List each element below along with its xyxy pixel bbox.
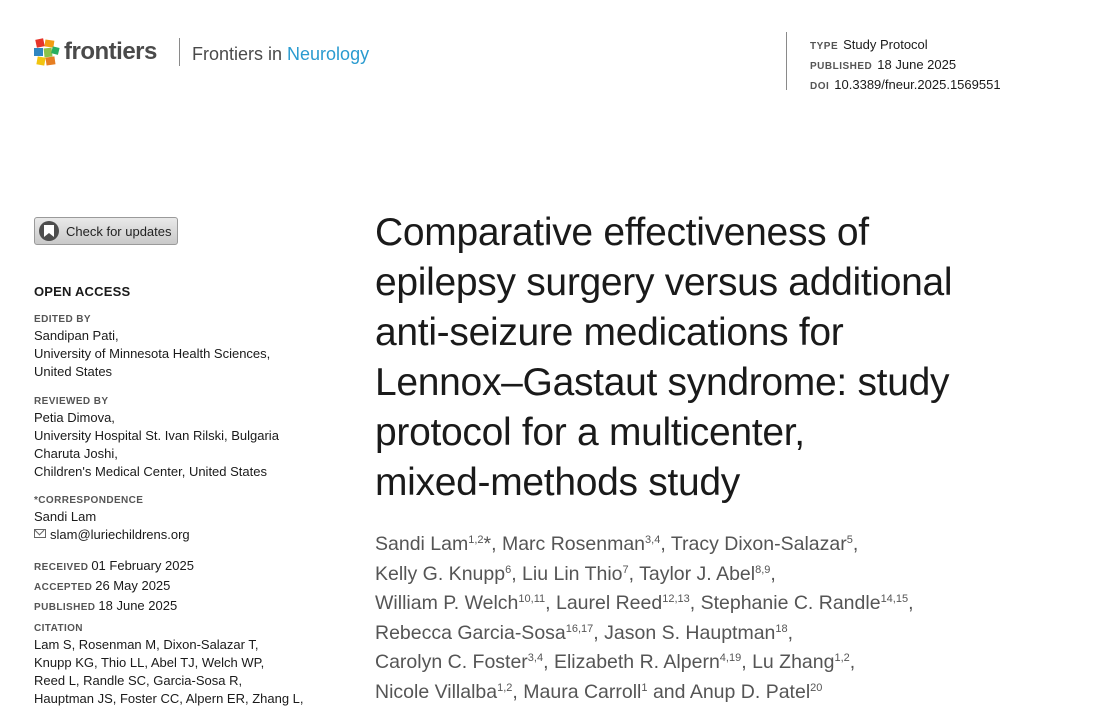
received-label: RECEIVED bbox=[34, 562, 89, 573]
author-name[interactable]: Taylor J. Abel bbox=[639, 562, 756, 585]
title-line: Lennox–Gastaut syndrome: study bbox=[375, 361, 950, 404]
affiliation-sup: 8,9 bbox=[755, 563, 771, 576]
published-value: 18 June 2025 bbox=[877, 57, 957, 72]
journal-name[interactable] bbox=[192, 44, 369, 65]
affiliation-sup: 1,2 bbox=[497, 681, 513, 694]
bookmark-icon bbox=[39, 221, 59, 241]
title-line: mixed-methods study bbox=[375, 461, 740, 504]
edited-by-line: United States bbox=[34, 364, 113, 379]
frontiers-logo-mark-icon bbox=[34, 38, 60, 66]
author-conjunction: and bbox=[652, 680, 686, 703]
published-label: PUBLISHED bbox=[810, 61, 873, 72]
citation-line: Reed L, Randle SC, Garcia-Sosa R, bbox=[34, 673, 243, 688]
author-name[interactable]: Jason S. Hauptman bbox=[604, 621, 776, 644]
citation-label: CITATION bbox=[34, 623, 83, 634]
check-for-updates-label: Check for updates bbox=[66, 223, 172, 239]
author-name[interactable]: Anup D. Patel bbox=[689, 680, 811, 703]
author-name[interactable]: Elizabeth R. Alpern bbox=[553, 651, 720, 673]
author-name[interactable]: Tracy Dixon-Salazar bbox=[670, 533, 847, 555]
doi-link[interactable]: 10.3389/fneur.2025.1569551 bbox=[834, 77, 1001, 92]
affiliation-sup: 3,4 bbox=[645, 534, 661, 546]
correspondence-email-row bbox=[34, 526, 334, 544]
affiliation-sup: 18 bbox=[775, 622, 788, 635]
title-line: Comparative effectiveness of bbox=[375, 211, 869, 254]
author-name[interactable]: Liu Lin Thio bbox=[522, 562, 623, 585]
corresponding-mark: * bbox=[483, 533, 492, 555]
received-value: 01 February 2025 bbox=[91, 558, 194, 573]
check-for-updates-button[interactable] bbox=[34, 217, 178, 245]
dates-section bbox=[34, 557, 334, 617]
author-name[interactable]: Marc Rosenman bbox=[501, 533, 646, 555]
author-name[interactable]: Sandi Lam bbox=[375, 533, 469, 555]
title-line: epilepsy surgery versus additional bbox=[375, 261, 953, 304]
affiliation-sup: 1 bbox=[641, 681, 648, 694]
reviewed-by-line: Children's Medical Center, United States bbox=[34, 464, 267, 479]
type-value: Study Protocol bbox=[843, 37, 928, 52]
author-line: Carolyn C. Foster$^{3,4}$, Elizabeth R. Alpern$^{4,19}$, Lu Zhang$^{1,2}$, bbox=[375, 651, 856, 673]
author-name[interactable]: Laurel Reed bbox=[555, 592, 663, 614]
affiliation-sup: 6 bbox=[505, 563, 512, 576]
author-name[interactable]: Rebecca Garcia-Sosa bbox=[375, 621, 566, 644]
author-line: William P. Welch$^{10,11}$, Laurel Reed$^{12,13}$, Stephanie C. Randle$^{14,15}$, bbox=[375, 592, 914, 614]
header-divider bbox=[179, 38, 180, 66]
author-line: Nicole Villalba$^{1,2}$, Maura Carroll$^1$ and Anup D. Patel$^{20}$ bbox=[375, 680, 823, 703]
accepted-value: 26 May 2025 bbox=[95, 578, 171, 593]
author-name[interactable]: Maura Carroll bbox=[523, 680, 642, 703]
citation-line: Lam S, Rosenman M, Dixon-Salazar T, bbox=[34, 637, 259, 652]
journal-accent: Neurology bbox=[287, 44, 370, 64]
reviewed-by-label: REVIEWED BY bbox=[34, 396, 109, 407]
correspondence-email-link[interactable]: slam@luriechildrens.org bbox=[50, 527, 190, 542]
correspondence-label: *CORRESPONDENCE bbox=[34, 495, 144, 506]
sidebar-published-label: PUBLISHED bbox=[34, 602, 96, 613]
affiliation-sup: 1,2 bbox=[834, 652, 850, 664]
brand-name: frontiers bbox=[64, 38, 157, 65]
type-label: TYPE bbox=[810, 41, 839, 52]
author-name[interactable]: William P. Welch bbox=[375, 592, 519, 614]
affiliation-sup: 12,13 bbox=[662, 593, 690, 605]
author-name[interactable]: Lu Zhang bbox=[752, 651, 835, 673]
affiliation-sup: 1,2 bbox=[468, 534, 484, 546]
author-line: Sandi Lam$^{1,2}$*, Marc Rosenman$^{3,4}$, Tracy Dixon-Salazar$^5$, bbox=[375, 533, 859, 555]
affiliation-sup: 16,17 bbox=[565, 622, 594, 635]
author-name[interactable]: Kelly G. Knupp bbox=[375, 562, 506, 585]
accepted-label: ACCEPTED bbox=[34, 582, 93, 593]
reviewed-by-line: University Hospital St. Ivan Rilski, Bulgaria bbox=[34, 428, 279, 443]
author-name[interactable]: Nicole Villalba bbox=[375, 680, 498, 703]
reviewed-by-line: Charuta Joshi, bbox=[34, 446, 118, 461]
doi-label: DOI bbox=[810, 81, 830, 92]
affiliation-sup: 7 bbox=[622, 563, 629, 576]
citation-line: Hauptman JS, Foster CC, Alpern ER, Zhang L, bbox=[34, 691, 304, 706]
correspondence-section bbox=[34, 494, 334, 544]
title-line: protocol for a multicenter, bbox=[375, 411, 805, 454]
mail-icon bbox=[34, 529, 46, 538]
reviewed-by-line: Petia Dimova, bbox=[34, 410, 115, 425]
sidebar-published-value: 18 June 2025 bbox=[98, 598, 178, 613]
affiliation-sup: 3,4 bbox=[527, 652, 544, 664]
article-title bbox=[375, 208, 1065, 508]
edited-by-line: University of Minnesota Health Sciences, bbox=[34, 346, 271, 361]
affiliation-sup: 20 bbox=[810, 681, 823, 694]
citation-line: Knupp KG, Thio LL, Abel TJ, Welch WP, bbox=[34, 655, 265, 670]
affiliation-sup: 5 bbox=[846, 534, 853, 546]
frontiers-logo[interactable] bbox=[34, 38, 157, 66]
author-line: Rebecca Garcia-Sosa$^{16,17}$, Jason S. Hauptman$^{18}$, bbox=[375, 621, 794, 644]
title-line: anti-seizure medications for bbox=[375, 311, 844, 354]
author-list bbox=[375, 530, 1055, 707]
author-name[interactable]: Carolyn C. Foster bbox=[375, 651, 528, 673]
author-name[interactable]: Stephanie C. Randle bbox=[700, 592, 881, 614]
correspondence-name: Sandi Lam bbox=[34, 509, 97, 524]
open-access-label: OPEN ACCESS bbox=[34, 284, 131, 299]
meta-divider bbox=[786, 32, 787, 90]
affiliation-sup: 10,11 bbox=[518, 593, 546, 605]
reviewed-by-section bbox=[34, 395, 334, 481]
citation-section bbox=[34, 622, 334, 708]
author-line: Kelly G. Knupp$^6$, Liu Lin Thio$^7$, Taylor J. Abel$^{8,9}$, bbox=[375, 562, 776, 585]
edited-by-line: Sandipan Pati, bbox=[34, 328, 119, 343]
affiliation-sup: 14,15 bbox=[880, 593, 909, 605]
journal-prefix: Frontiers in bbox=[192, 44, 288, 64]
article-meta bbox=[810, 36, 1001, 96]
edited-by-section bbox=[34, 313, 334, 381]
affiliation-sup: 4,19 bbox=[719, 652, 742, 664]
edited-by-label: EDITED BY bbox=[34, 314, 91, 325]
